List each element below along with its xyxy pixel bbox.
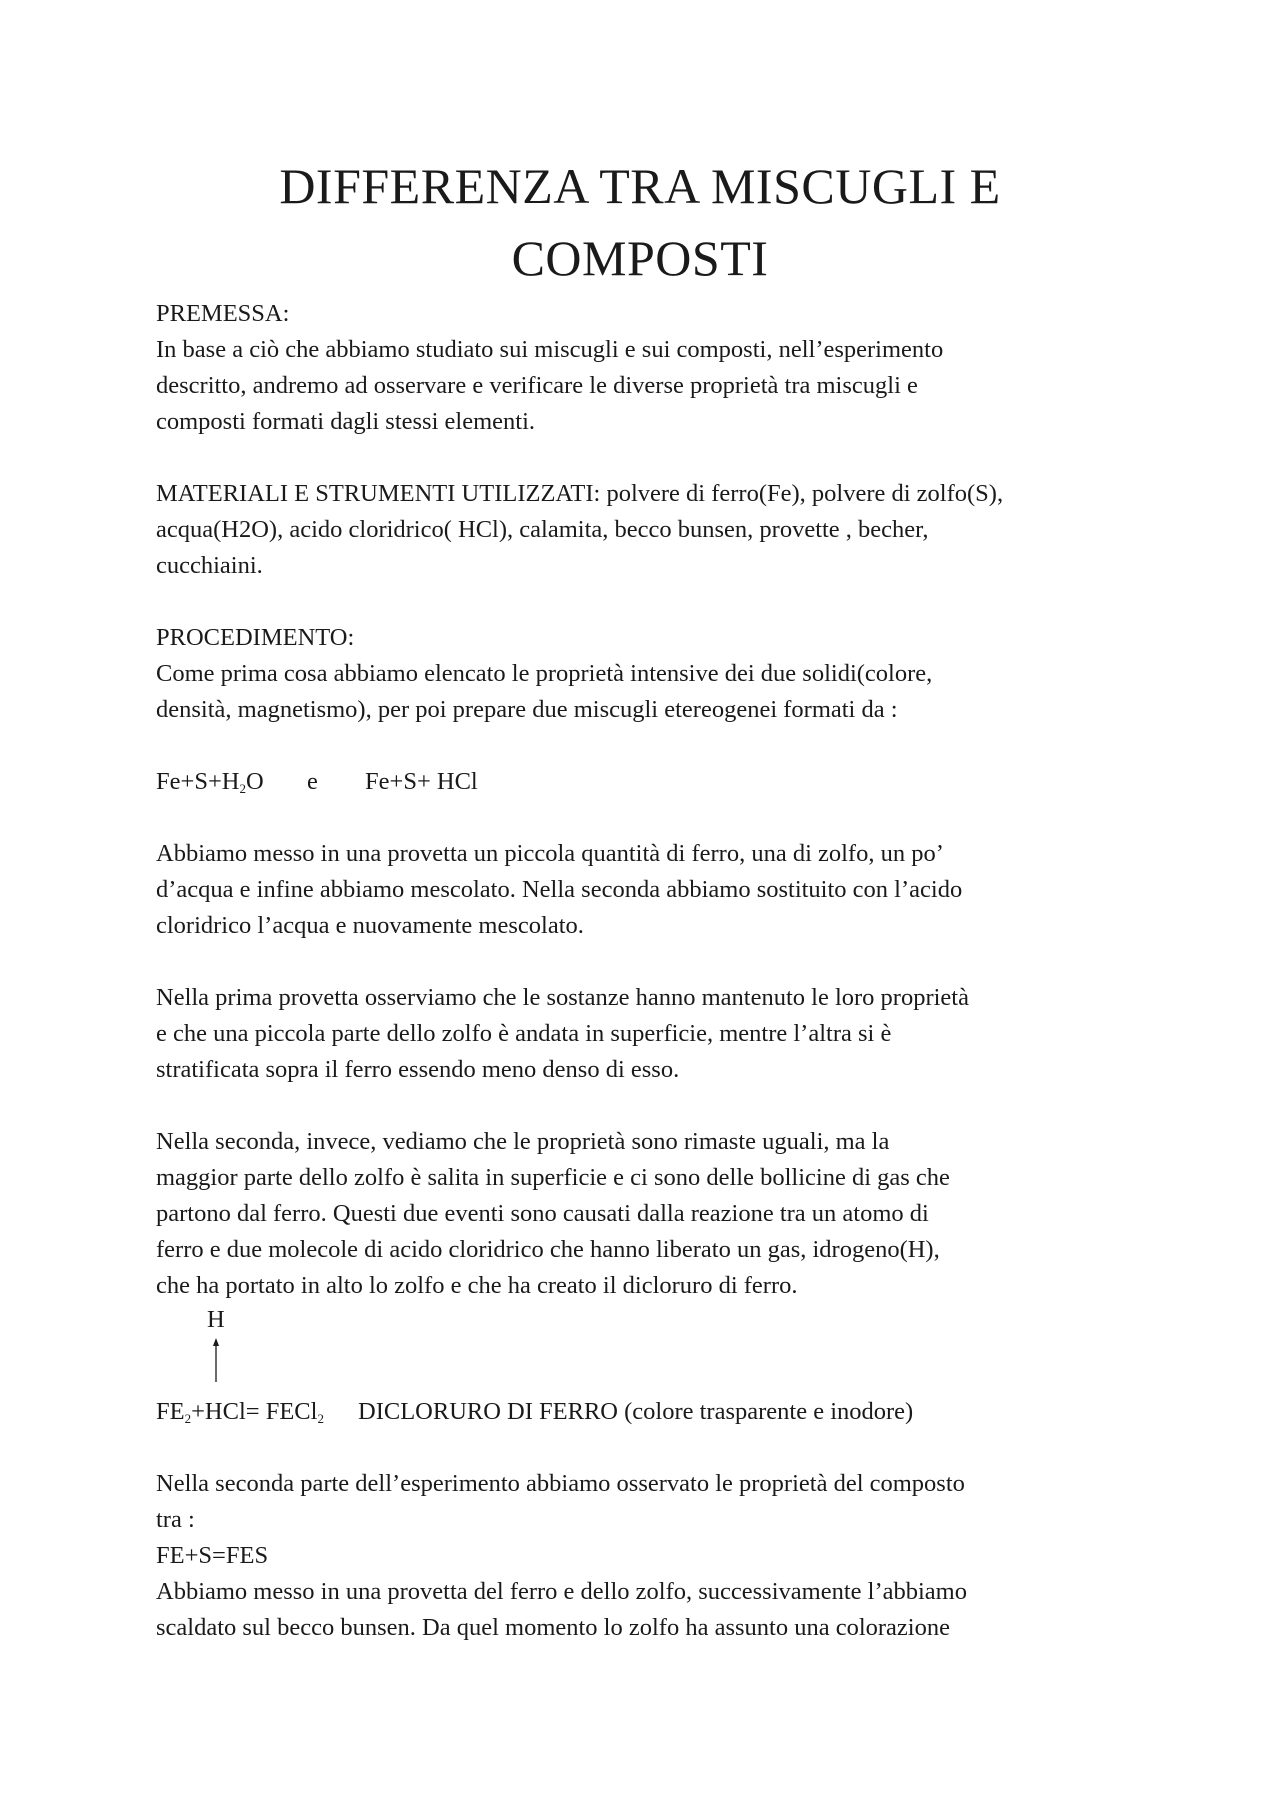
- document-title-line-1: DIFFERENZA TRA MISCUGLI E: [279, 158, 1001, 214]
- paragraph-line: ferro e due molecole di acido cloridrico che hanno liberato un gas, idrogeno(H),: [156, 1236, 940, 1263]
- paragraph-line: maggior parte dello zolfo è salita in superficie e ci sono delle bollicine di gas che: [156, 1164, 950, 1191]
- procedimento-heading: PROCEDIMENTO:: [156, 624, 355, 651]
- paragraph-line: Abbiamo messo in una provetta un piccola quantità di ferro, una di zolfo, un po’: [156, 840, 944, 867]
- paragraph-line: partono dal ferro. Questi due eventi sono causati dalla reazione tra un atomo di: [156, 1200, 929, 1227]
- paragraph-line: stratificata sopra il ferro essendo meno denso di esso.: [156, 1056, 680, 1083]
- paragraph-line: cloridrico l’acqua e nuovamente mescolato.: [156, 912, 584, 939]
- procedimento-line: Come prima cosa abbiamo elencato le proprietà intensive dei due solidi(colore,: [156, 660, 933, 687]
- paragraph-line: che ha portato in alto lo zolfo e che ha creato il dicloruro di ferro.: [156, 1272, 798, 1299]
- premessa-heading: PREMESSA:: [156, 300, 290, 327]
- materiali-line: cucchiaini.: [156, 552, 263, 579]
- paragraph-line: d’acqua e infine abbiamo mescolato. Nella seconda abbiamo sostituito con l’acido: [156, 876, 963, 903]
- mixture-formula-water: $Fe+S+H_2O$: [156, 768, 264, 796]
- materiali-line: acqua(H2O), acido cloridrico( HCl), calamita, becco bunsen, provette , becher,: [156, 516, 929, 543]
- paragraph-line: e che una piccola parte dello zolfo è andata in superficie, mentre l’altra si è: [156, 1020, 892, 1047]
- paragraph-line: Nella seconda, invece, vediamo che le proprietà sono rimaste uguali, ma la: [156, 1128, 890, 1155]
- paragraph-line: tra :: [156, 1506, 195, 1533]
- compound-formula: FE+S=FES: [156, 1542, 269, 1569]
- premessa-line: descritto, andremo ad osservare e verificare le diverse proprietà tra miscugli e: [156, 372, 918, 399]
- reaction-description: DICLORURO DI FERRO (colore trasparente e inodore): [358, 1398, 914, 1425]
- reaction-equation: $FE_2+HCl=$ FECl$_2$: [156, 1398, 324, 1426]
- paragraph-line: Abbiamo messo in una provetta del ferro e dello zolfo, successivamente l’abbiamo: [156, 1578, 967, 1605]
- hydrogen-gas-label: H: [207, 1306, 225, 1333]
- mixture-connector: e: [307, 768, 318, 795]
- premessa-line: composti formati dagli stessi elementi.: [156, 408, 535, 435]
- materiali-line: MATERIALI E STRUMENTI UTILIZZATI: polvere di ferro(Fe), polvere di zolfo(S),: [156, 480, 1004, 507]
- mixture-formula-acid: Fe+S+ HCl: [365, 768, 478, 795]
- gas-release-arrow-icon: [211, 1338, 221, 1382]
- paragraph-line: scaldato sul becco bunsen. Da quel momento lo zolfo ha assunto una colorazione: [156, 1614, 950, 1641]
- procedimento-line: densità, magnetismo), per poi prepare due miscugli etereogenei formati da :: [156, 696, 898, 723]
- paragraph-line: Nella seconda parte dell’esperimento abbiamo osservato le proprietà del composto: [156, 1470, 965, 1497]
- premessa-line: In base a ciò che abbiamo studiato sui miscugli e sui composti, nell’esperimento: [156, 336, 944, 363]
- paragraph-line: Nella prima provetta osserviamo che le sostanze hanno mantenuto le loro proprietà: [156, 984, 969, 1011]
- document-title-line-2: COMPOSTI: [511, 230, 769, 286]
